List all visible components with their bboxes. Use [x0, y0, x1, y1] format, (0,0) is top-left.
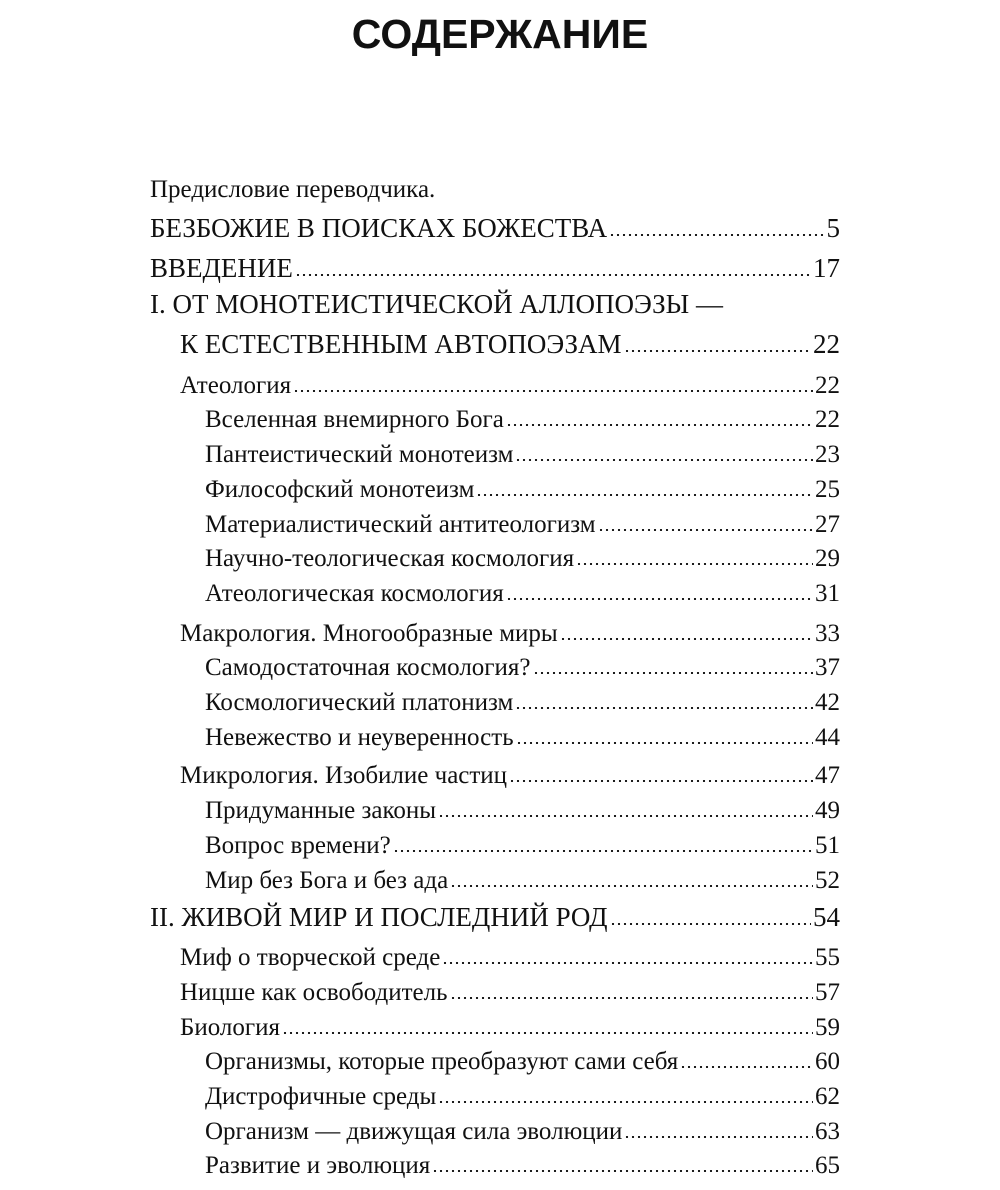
toc-entry[interactable] [205, 1040, 840, 1076]
leader-dots [450, 885, 813, 887]
leader-dots [295, 274, 811, 276]
toc-entry-title: БЕЗБОЖИЕ В ПОИСКАХ БОЖЕСТВА [150, 213, 608, 243]
leader-dots [476, 494, 813, 496]
toc-entry[interactable] [205, 572, 840, 608]
toc-entry-title: Организм — движущая сила эволюции [205, 1118, 623, 1145]
toc-entry[interactable] [150, 208, 840, 244]
toc-entry[interactable] [205, 716, 840, 752]
toc-entry[interactable] [205, 789, 840, 825]
toc-entry[interactable] [150, 897, 840, 933]
leader-dots [450, 997, 813, 999]
toc-entry-page: 17 [813, 253, 840, 283]
toc-entry-page: 47 [815, 762, 840, 789]
toc-entry[interactable] [205, 646, 840, 682]
leader-dots [432, 1170, 813, 1172]
leader-dots [533, 672, 813, 674]
toc-entry-page: 22 [815, 406, 840, 433]
toc-entry-title: Невежество и неуверенность [205, 724, 514, 751]
leader-dots [515, 707, 813, 709]
toc-entry-title: ВВЕДЕНИЕ [150, 253, 293, 283]
toc-entry-title: Научно-теологическая космология [205, 545, 575, 572]
leader-dots [598, 529, 813, 531]
toc-entry-title: Атеология [180, 372, 292, 399]
toc-entry[interactable] [205, 1144, 840, 1180]
toc-entry[interactable] [205, 1110, 840, 1146]
toc-entry-title: Атеологическая космология [205, 580, 504, 607]
leader-dots [624, 1136, 813, 1138]
leader-dots [393, 850, 813, 852]
toc-entry-page: 59 [815, 1014, 840, 1041]
toc-entry-page: 33 [815, 620, 840, 647]
toc-entry-page: 54 [813, 902, 840, 932]
toc-entry-page: 31 [815, 580, 840, 607]
toc-entry-page: 52 [815, 867, 840, 894]
toc-entry-page: 60 [815, 1048, 840, 1075]
toc-entry-title: Биология [180, 1014, 281, 1041]
toc-entry-title: Придуманные законы [205, 797, 436, 824]
preface-label: Предисловие переводчика. [150, 176, 436, 203]
toc-entry-title: Вселенная внемирного Бога [205, 406, 504, 433]
leader-dots [438, 815, 813, 817]
toc-entry-title: Ницше как освободитель [180, 979, 448, 1006]
toc-entry[interactable] [180, 971, 840, 1007]
toc-entry[interactable] [205, 503, 840, 539]
toc-entry[interactable] [180, 364, 840, 400]
page-title: СОДЕРЖАНИЕ [351, 11, 649, 57]
toc-entry-title: II. ЖИВОЙ МИР И ПОСЛЕДНИЙ РОД [150, 902, 608, 932]
toc-entry[interactable] [205, 398, 840, 434]
toc-entry[interactable] [205, 859, 840, 895]
toc-entry-title: Философский монотеизм [205, 476, 475, 503]
toc-entry-page: 23 [815, 441, 840, 468]
toc-entry-title: Микрология. Изобилие частиц [180, 762, 508, 789]
leader-dots [624, 350, 811, 352]
toc-entry-title: Миф о творческой среде [180, 944, 441, 971]
leader-dots [506, 424, 813, 426]
toc-entry-page: 37 [815, 654, 840, 681]
toc-entry-page: 63 [815, 1118, 840, 1145]
toc-entry[interactable] [205, 468, 840, 504]
leader-dots [515, 459, 813, 461]
toc-entry-page: 27 [815, 511, 840, 538]
toc-entry-title: К ЕСТЕСТВЕННЫМ АВТОПОЭЗАМ [180, 329, 622, 359]
leader-dots [293, 390, 813, 392]
part-heading-line: I. ОТ МОНОТЕИСТИЧЕСКОЙ АЛЛОПОЭЗЫ — [150, 289, 723, 319]
toc-entry-page: 42 [815, 689, 840, 716]
toc-entry[interactable] [180, 1006, 840, 1042]
toc-entry[interactable] [180, 754, 840, 790]
toc-entry-page: 5 [826, 213, 840, 243]
toc-entry[interactable] [205, 1075, 840, 1111]
toc-entry-page: 62 [815, 1083, 840, 1110]
leader-dots [509, 780, 813, 782]
leader-dots [438, 1101, 813, 1103]
toc-entry-page: 25 [815, 476, 840, 503]
toc-entry[interactable] [180, 936, 840, 972]
toc-entry-title: Вопрос времени? [205, 832, 391, 859]
toc-entry-title: Развитие и эволюция [205, 1152, 431, 1179]
toc-entry[interactable] [150, 248, 840, 284]
toc-entry-page: 22 [813, 329, 840, 359]
toc-entry-page: 29 [815, 545, 840, 572]
leader-dots [680, 1066, 813, 1068]
toc-entry-title: Организмы, которые преобразуют сами себя [205, 1048, 679, 1075]
leader-dots [442, 962, 813, 964]
toc-entry[interactable] [205, 824, 840, 860]
leader-dots [609, 234, 824, 236]
toc-entry[interactable] [205, 433, 840, 469]
toc-entry-title: Мир без Бога и без ада [205, 867, 449, 894]
toc-entry[interactable] [205, 681, 840, 717]
toc-entry-page: 51 [815, 832, 840, 859]
toc-entry-title: Самодостаточная космология? [205, 654, 531, 681]
leader-dots [560, 638, 813, 640]
toc-entry-page: 55 [815, 944, 840, 971]
toc-entry-page: 65 [815, 1152, 840, 1179]
leader-dots [610, 923, 812, 925]
leader-dots [282, 1032, 813, 1034]
toc-entry-title: Пантеистический монотеизм [205, 441, 514, 468]
toc-entry-page: 57 [815, 979, 840, 1006]
toc-entry-title: Макрология. Многообразные миры [180, 620, 558, 647]
toc-entry-page: 22 [815, 372, 840, 399]
toc-entry[interactable] [180, 612, 840, 648]
leader-dots [516, 742, 813, 744]
toc-entry-page: 49 [815, 797, 840, 824]
toc-entry[interactable] [205, 537, 840, 573]
toc-entry-title: Материалистический антитеологизм [205, 511, 596, 538]
toc-entry-title: Космологический платонизм [205, 689, 514, 716]
toc-entry-page: 44 [815, 724, 840, 751]
toc-entry[interactable] [180, 324, 840, 360]
leader-dots [576, 563, 813, 565]
toc-entry-title: Дистрофичные среды [205, 1083, 437, 1110]
leader-dots [506, 598, 813, 600]
